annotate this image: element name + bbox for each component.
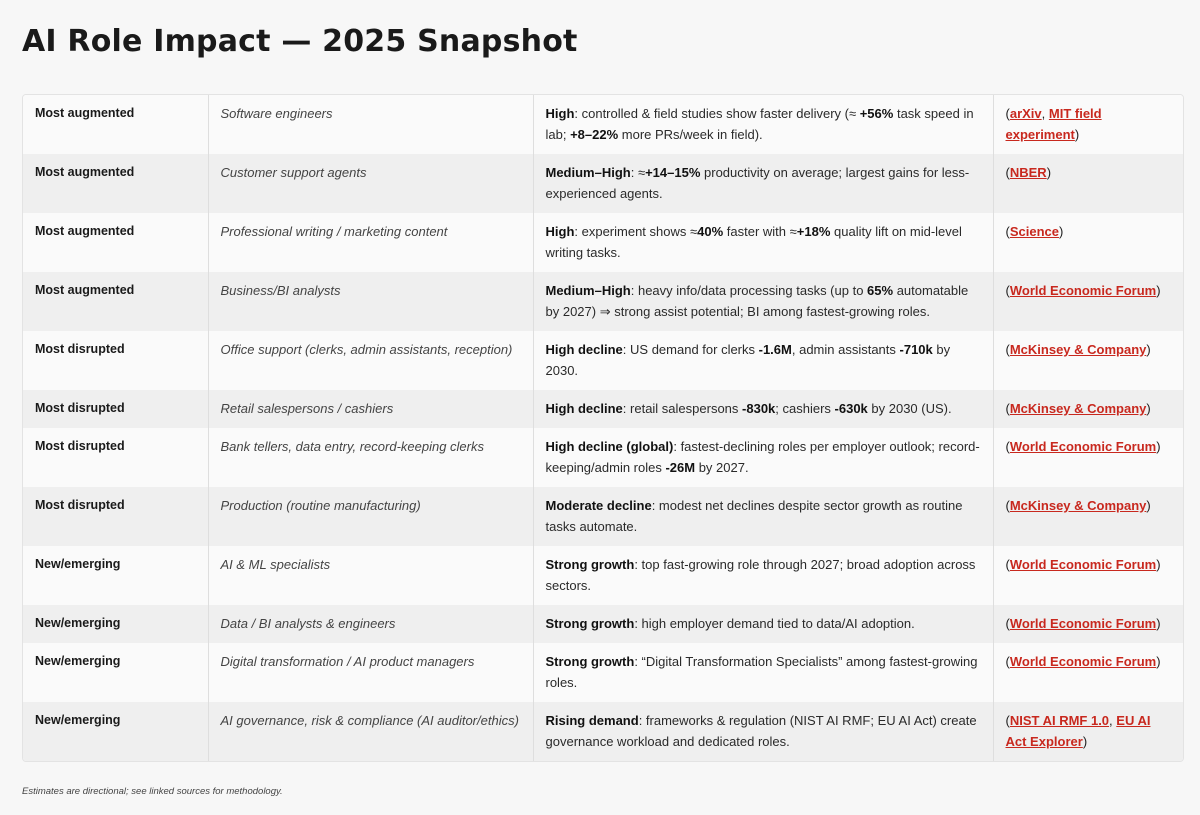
role-cell: AI governance, risk & compliance (AI auditor/ethics) (208, 702, 533, 761)
impact-text: : experiment shows ≈ (574, 224, 698, 239)
impact-cell (533, 95, 993, 154)
impact-emphasis: High decline (545, 342, 623, 357)
impact-emphasis: -830k (742, 401, 776, 416)
impact-emphasis: -1.6M (758, 342, 792, 357)
impact-text: : heavy info/data processing tasks (up to (630, 283, 868, 298)
category-cell: Most augmented (23, 154, 208, 213)
impact-emphasis: +18% (796, 224, 831, 239)
impact-emphasis: Moderate decline (545, 498, 652, 513)
impact-text: : ≈ (630, 165, 646, 180)
impact-cell (533, 154, 993, 213)
impact-text: by 2030 (US). (867, 401, 952, 416)
category-cell: New/emerging (23, 605, 208, 643)
impact-emphasis: 65% (867, 283, 894, 298)
impact-text: : high employer demand tied to data/AI adoption. (634, 616, 915, 631)
category-cell: Most augmented (23, 95, 208, 154)
impact-emphasis: +8–22% (570, 127, 619, 142)
impact-emphasis: +14–15% (645, 165, 701, 180)
impact-emphasis: Medium–High (545, 283, 631, 298)
source-link[interactable]: McKinsey & Company (1009, 342, 1147, 357)
table-row (23, 390, 1183, 428)
impact-cell (533, 428, 993, 487)
impact-text: : retail salespersons (622, 401, 743, 416)
impact-text: automatable by 2027) ⇒ strong assist potential; BI among fastest-growing roles. (545, 283, 969, 319)
role-cell: Bank tellers, data entry, record-keeping clerks (208, 428, 533, 487)
category-cell: New/emerging (23, 643, 208, 702)
category-cell: Most augmented (23, 213, 208, 272)
role-cell: Office support (clerks, admin assistants, reception) (208, 331, 533, 390)
table-row (23, 272, 1183, 331)
impact-text: : fastest-declining roles per employer outlook; record-keeping/admin roles (545, 439, 980, 475)
role-cell: Business/BI analysts (208, 272, 533, 331)
source-link[interactable]: NBER (1009, 165, 1047, 180)
source-cell: (McKinsey & Company) (993, 487, 1183, 546)
source-cell: (World Economic Forum) (993, 605, 1183, 643)
impact-cell (533, 487, 993, 546)
impact-text: : top fast-growing role through 2027; broad adoption across sectors. (545, 557, 976, 593)
source-link[interactable]: McKinsey & Company (1009, 498, 1147, 513)
impact-emphasis: High (545, 106, 575, 121)
impact-table (22, 94, 1184, 762)
impact-emphasis: Strong growth (545, 557, 635, 572)
source-link[interactable]: NIST AI RMF 1.0 (1009, 713, 1110, 728)
source-cell: (NBER) (993, 154, 1183, 213)
category-cell: New/emerging (23, 546, 208, 605)
table-row (23, 154, 1183, 213)
source-link[interactable]: MIT field experiment (1005, 106, 1102, 142)
impact-emphasis: -710k (899, 342, 933, 357)
impact-cell (533, 272, 993, 331)
source-cell: (McKinsey & Company) (993, 390, 1183, 428)
impact-text: : modest net declines despite sector growth as routine tasks automate. (545, 498, 963, 534)
source-cell: (Science) (993, 213, 1183, 272)
impact-text: ; cashiers (775, 401, 835, 416)
impact-emphasis: +56% (859, 106, 894, 121)
impact-text: : controlled & field studies show faster delivery (≈ (574, 106, 860, 121)
footnote: Estimates are directional; see linked sources for methodology. (22, 786, 283, 797)
source-link[interactable]: World Economic Forum (1009, 557, 1157, 572)
source-cell: (arXiv, MIT field experiment) (993, 95, 1183, 154)
category-cell: Most disrupted (23, 331, 208, 390)
impact-text: task speed in lab; (545, 106, 974, 142)
impact-emphasis: Medium–High (545, 165, 631, 180)
source-link[interactable]: arXiv (1009, 106, 1042, 121)
role-cell: Software engineers (208, 95, 533, 154)
source-cell: (World Economic Forum) (993, 272, 1183, 331)
source-link[interactable]: World Economic Forum (1009, 654, 1157, 669)
impact-text: by 2027. (695, 460, 749, 475)
category-cell: Most disrupted (23, 390, 208, 428)
role-cell: AI & ML specialists (208, 546, 533, 605)
source-cell: (NIST AI RMF 1.0, EU AI Act Explorer) (993, 702, 1183, 761)
table-row (23, 487, 1183, 546)
impact-text: : frameworks & regulation (NIST AI RMF; EU AI Act) create governance workload and dedicated roles. (545, 713, 977, 749)
source-link[interactable]: Science (1009, 224, 1059, 239)
source-cell: (World Economic Forum) (993, 546, 1183, 605)
source-link[interactable]: World Economic Forum (1009, 283, 1157, 298)
table-row (23, 605, 1183, 643)
source-cell: (McKinsey & Company) (993, 331, 1183, 390)
source-link[interactable]: World Economic Forum (1009, 616, 1157, 631)
table-row (23, 546, 1183, 605)
impact-emphasis: Strong growth (545, 616, 635, 631)
impact-emphasis: High decline (545, 401, 623, 416)
impact-text: by 2030. (545, 342, 951, 378)
table-row (23, 428, 1183, 487)
role-cell: Retail salespersons / cashiers (208, 390, 533, 428)
table-row (23, 95, 1183, 154)
role-cell: Digital transformation / AI product managers (208, 643, 533, 702)
source-link[interactable]: EU AI Act Explorer (1005, 713, 1151, 749)
impact-emphasis: Rising demand (545, 713, 639, 728)
impact-text: productivity on average; largest gains for less-experienced agents. (545, 165, 970, 201)
category-cell: Most disrupted (23, 428, 208, 487)
impact-cell (533, 331, 993, 390)
impact-emphasis: -26M (665, 460, 696, 475)
source-cell: (World Economic Forum) (993, 643, 1183, 702)
table-row (23, 213, 1183, 272)
source-link[interactable]: McKinsey & Company (1009, 401, 1147, 416)
impact-cell (533, 213, 993, 272)
impact-text: faster with ≈ (723, 224, 797, 239)
impact-cell (533, 546, 993, 605)
role-cell: Customer support agents (208, 154, 533, 213)
table-row (23, 331, 1183, 390)
impact-emphasis: -630k (834, 401, 868, 416)
impact-cell (533, 643, 993, 702)
impact-cell (533, 702, 993, 761)
impact-text: , admin assistants (791, 342, 900, 357)
role-cell: Data / BI analysts & engineers (208, 605, 533, 643)
impact-emphasis: Strong growth (545, 654, 635, 669)
impact-text: : US demand for clerks (622, 342, 759, 357)
table-row (23, 702, 1183, 761)
impact-cell (533, 390, 993, 428)
impact-text: more PRs/week in field). (618, 127, 763, 142)
category-cell: Most disrupted (23, 487, 208, 546)
source-link[interactable]: World Economic Forum (1009, 439, 1157, 454)
impact-emphasis: 40% (697, 224, 724, 239)
page-title: AI Role Impact — 2025 Snapshot (22, 24, 578, 59)
category-cell: New/emerging (23, 702, 208, 761)
role-cell: Professional writing / marketing content (208, 213, 533, 272)
impact-cell (533, 605, 993, 643)
table-row (23, 643, 1183, 702)
role-cell: Production (routine manufacturing) (208, 487, 533, 546)
category-cell: Most augmented (23, 272, 208, 331)
source-cell: (World Economic Forum) (993, 428, 1183, 487)
impact-emphasis: High decline (global) (545, 439, 674, 454)
impact-text: : “Digital Transformation Specialists” among fastest-growing roles. (545, 654, 978, 690)
impact-text: quality lift on mid-level writing tasks. (545, 224, 962, 260)
impact-emphasis: High (545, 224, 575, 239)
